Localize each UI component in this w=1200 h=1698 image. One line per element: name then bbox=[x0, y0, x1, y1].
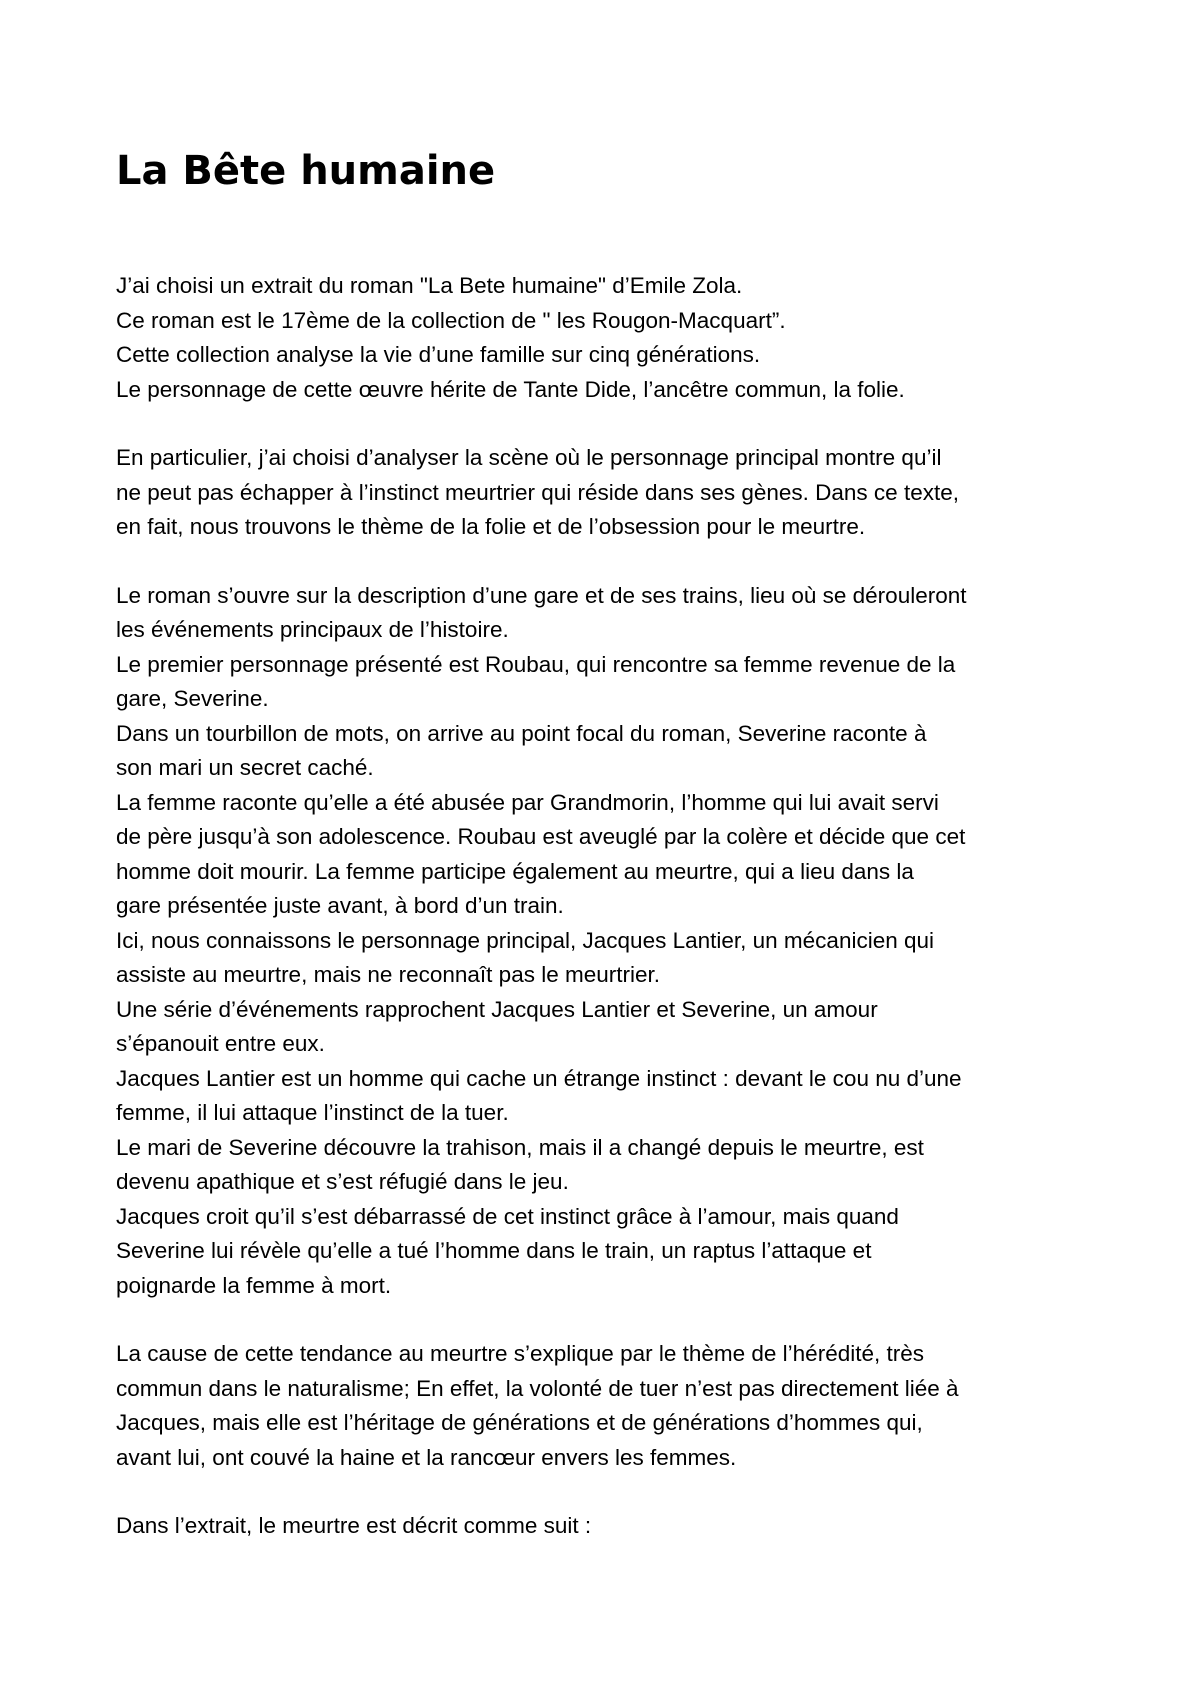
text-line: Severine lui révèle qu’elle a tué l’homme dans le train, un raptus l’attaque et bbox=[116, 1238, 872, 1263]
text-line: Dans un tourbillon de mots, on arrive au point focal du roman, Severine raconte à bbox=[116, 720, 927, 746]
text-line: Une série d’événements rapprochent Jacques Lantier et Severine, un amour bbox=[116, 996, 878, 1022]
text-line: poignarde la femme à mort. bbox=[116, 1272, 392, 1298]
text-line: Le roman s’ouvre sur la description d’une gare et de ses trains, lieu où se dérouleront bbox=[116, 582, 967, 608]
text-line: s’épanouit entre eux. bbox=[116, 1031, 325, 1056]
text-line: Ici, nous connaissons le personnage principal, Jacques Lantier, un mécanicien qui bbox=[116, 927, 935, 953]
text-line: gare, Severine. bbox=[116, 686, 269, 711]
text-line: Jacques croit qu’il s’est débarrassé de cet instinct grâce à l’amour, mais quand bbox=[116, 1203, 899, 1229]
text-line: devenu apathique et s’est réfugié dans le jeu. bbox=[116, 1169, 569, 1194]
text-line: En particulier, j’ai choisi d’analyser la scène où le personnage principal montre qu’il bbox=[116, 445, 942, 470]
document-title: La Bête humaine bbox=[116, 148, 496, 194]
text-line: Dans l’extrait, le meurtre est décrit comme suit : bbox=[116, 1513, 592, 1538]
text-line: gare présentée juste avant, à bord d’un train. bbox=[116, 893, 564, 918]
text-line: Jacques Lantier est un homme qui cache un étrange instinct : devant le cou nu d’une bbox=[116, 1065, 962, 1091]
text-line: commun dans le naturalisme; En effet, la volonté de tuer n’est pas directement liée à bbox=[116, 1375, 959, 1401]
text-line: Le personnage de cette œuvre hérite de Tante Dide, l’ancêtre commun, la folie. bbox=[116, 376, 905, 402]
text-line: avant lui, ont couvé la haine et la rancœur envers les femmes. bbox=[116, 1444, 737, 1470]
text-line: de père jusqu’à son adolescence. Roubau est aveuglé par la colère et décide que cet bbox=[116, 824, 966, 849]
text-line: assiste au meurtre, mais ne reconnaît pas le meurtrier. bbox=[116, 962, 660, 987]
paragraph-heredity bbox=[116, 1337, 1116, 1475]
text-line: ne peut pas échapper à l’instinct meurtrier qui réside dans ses gènes. Dans ce texte, bbox=[116, 479, 959, 505]
text-line: La femme raconte qu’elle a été abusée par Grandmorin, l’homme qui lui avait servi bbox=[116, 789, 939, 815]
text-line: Cette collection analyse la vie d’une famille sur cinq générations. bbox=[116, 342, 761, 367]
text-line: Le mari de Severine découvre la trahison, mais il a changé depuis le meurtre, est bbox=[116, 1134, 924, 1160]
document-body bbox=[116, 269, 1116, 1578]
text-line: Ce roman est le 17ème de la collection de " les Rougon-Macquart”. bbox=[116, 307, 786, 333]
text-line: La cause de cette tendance au meurtre s’explique par le thème de l’hérédité, très bbox=[116, 1341, 924, 1366]
text-line: en fait, nous trouvons le thème de la folie et de l’obsession pour le meurtre. bbox=[116, 514, 866, 539]
paragraph-plot-summary bbox=[116, 579, 1116, 1304]
paragraph-introduction bbox=[116, 269, 1116, 407]
paragraph-extract-intro bbox=[116, 1509, 1116, 1544]
paragraph-scene-choice bbox=[116, 441, 1116, 545]
text-line: femme, il lui attaque l’instinct de la tuer. bbox=[116, 1100, 509, 1125]
text-line: Le premier personnage présenté est Roubau, qui rencontre sa femme revenue de la bbox=[116, 651, 956, 677]
text-line: les événements principaux de l’histoire. bbox=[116, 617, 509, 642]
text-line: homme doit mourir. La femme participe également au meurtre, qui a lieu dans la bbox=[116, 858, 914, 884]
text-line: J’ai choisi un extrait du roman "La Bete humaine" d’Emile Zola. bbox=[116, 273, 743, 298]
text-line: Jacques, mais elle est l’héritage de générations et de générations d’hommes qui, bbox=[116, 1410, 923, 1435]
text-line: son mari un secret caché. bbox=[116, 755, 374, 780]
